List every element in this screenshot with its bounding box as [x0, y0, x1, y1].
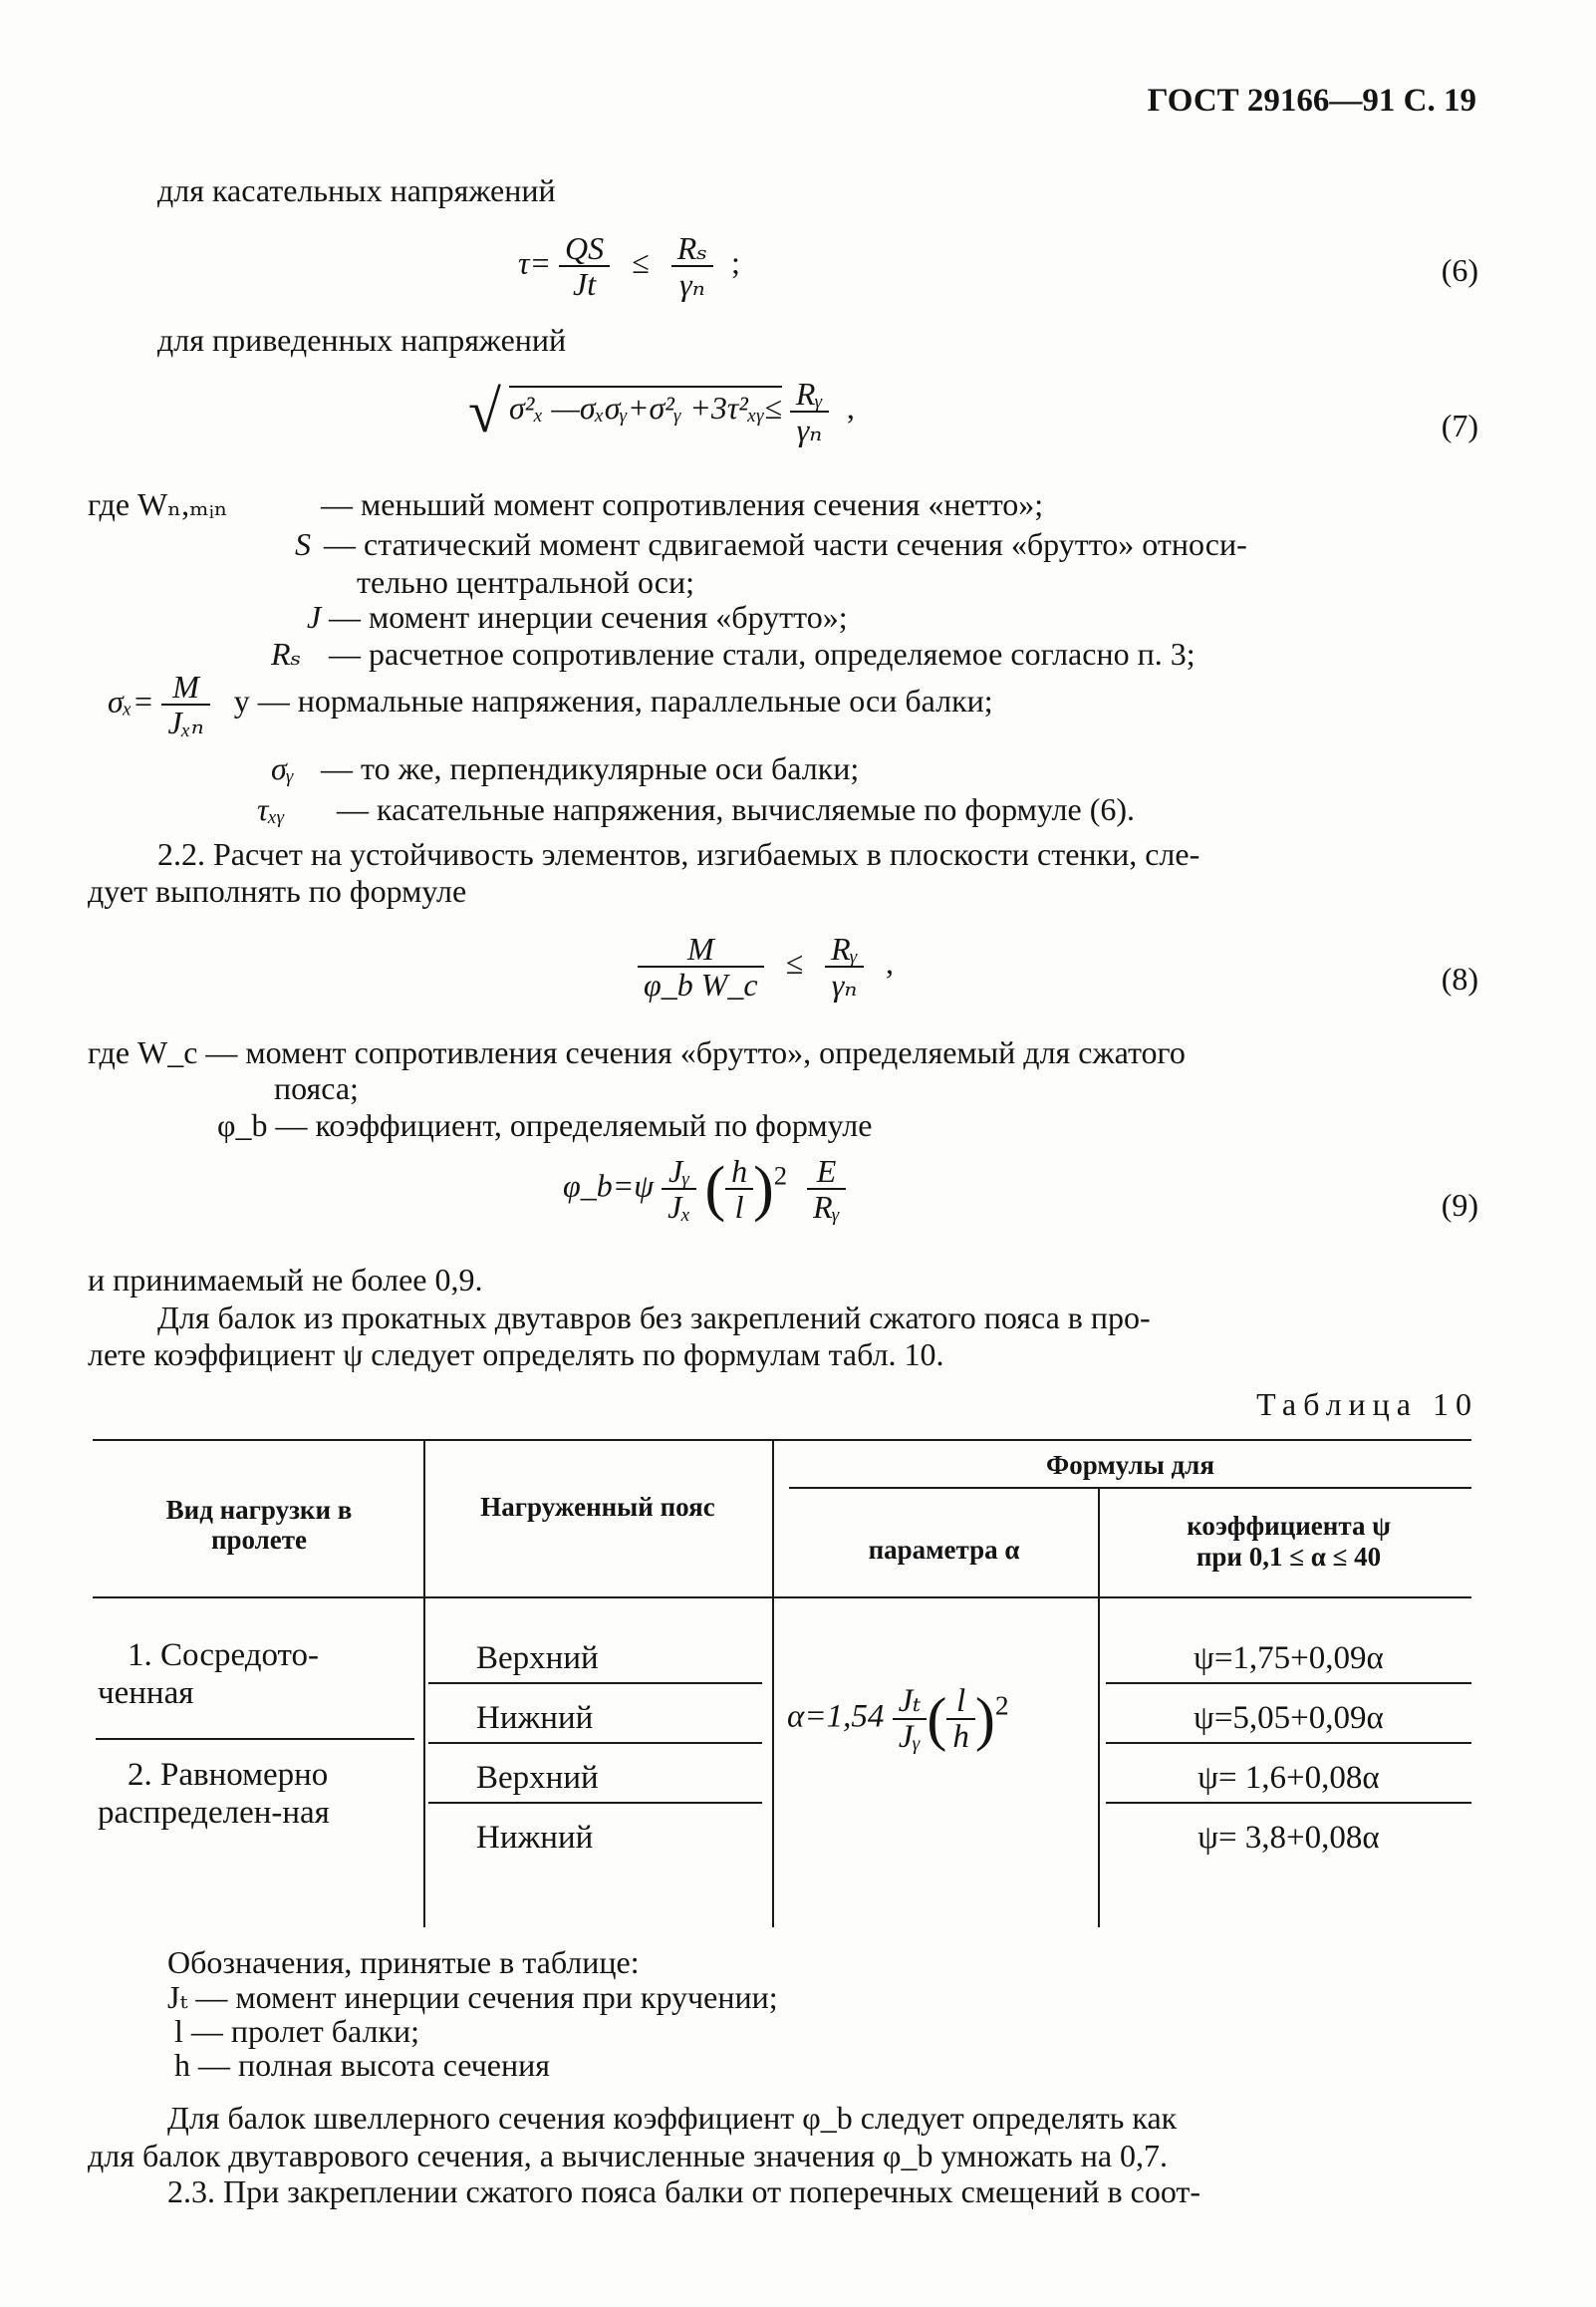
alpha-formula-power: 2	[994, 1689, 1009, 1721]
belt-rule-1	[428, 1682, 762, 1684]
formula-8	[638, 932, 894, 1002]
formula-7	[468, 377, 855, 446]
formula-9-number: (9)	[1441, 1187, 1478, 1223]
formula-8-relation: ≤	[785, 945, 804, 982]
def-rs-symbol: Rₛ	[271, 636, 302, 672]
formula-7-radicand: σ²ₓ —σₓσᵧ+σ²ᵧ +3τ²ₓᵧ≤	[509, 386, 782, 426]
formula-9-lhs: φ_b=ψ	[563, 1167, 655, 1204]
formula-6	[518, 231, 740, 301]
psi-rule-3	[1106, 1802, 1471, 1804]
def-wc-line2: пояса;	[274, 1070, 359, 1106]
def-s-symbol: S	[295, 526, 311, 562]
def-phib: φ_b — коэффициент, определяемый по формуле	[217, 1107, 873, 1143]
def-sigma-x-symbol: σₓ=	[108, 683, 154, 720]
alpha-formula: α=1,54 $\frac{\text{Jₜ}}{\text{Jᵧ}}$ ( $\frac{l}{h}$ )$^2$	[787, 1683, 1009, 1755]
col-formulas-for: Формулы для	[1046, 1450, 1214, 1480]
note-item-1: Jₜ — момент инерции сечения при кручении;	[167, 1979, 778, 2015]
formula-6-num1: QS	[559, 231, 610, 267]
radical-sign-icon: √	[468, 379, 501, 444]
formula-9-num3: E	[807, 1154, 846, 1190]
formula-9-den2: l	[734, 1189, 744, 1225]
formula-6-number: (6)	[1441, 252, 1478, 288]
table-vline-2	[772, 1441, 774, 1927]
footer-line1: Для балок швеллерного сечения коэффициент φ_b следует определять как	[167, 2100, 1178, 2136]
formula-6-relation: ≤	[632, 244, 650, 281]
alpha-formula-num1: Jₜ	[893, 1684, 928, 1720]
accepted-line: и принимаемый не более 0,9.	[88, 1262, 483, 1298]
belt-row-4: Нижний	[476, 1820, 594, 1856]
belt-rule-2	[428, 1742, 762, 1744]
load-type-1: 1. Сосредото-ченная	[98, 1637, 320, 1711]
def-j-text: — момент инерции сечения «брутто»;	[329, 599, 848, 635]
def-sigma-x-num: M	[161, 670, 209, 706]
formula-8-den2: γₙ	[831, 967, 858, 1003]
psi-rule-2	[1106, 1742, 1471, 1744]
formula-9-den1: Jₓ	[667, 1189, 691, 1225]
def-wc-line1: где W_c — момент сопротивления сечения «брутто», определяемый для сжатого	[88, 1034, 1186, 1070]
formula-7-num: Rᵧ	[790, 377, 829, 413]
table-vline-1	[423, 1441, 425, 1927]
alpha-formula-num2: l	[946, 1684, 975, 1720]
formula-8-number: (8)	[1441, 961, 1478, 997]
def-tau-text: — касательные напряжения, вычисляемые по формуле (6).	[337, 791, 1135, 827]
reduced-stress-label: для приведенных напряжений	[157, 322, 567, 358]
def-j-symbol: J	[307, 599, 322, 635]
formula-6-den2: γₙ	[679, 266, 705, 302]
def-sigma-x-text: y — нормальные напряжения, параллельные оси балки;	[233, 683, 993, 720]
psi-row-4: ψ= 3,8+0,08α	[1197, 1820, 1380, 1856]
def-sigma-y-symbol: σᵧ	[271, 750, 295, 786]
load-type-2: 2. Равномерно распределен-ная	[98, 1757, 330, 1831]
psi-row-2: ψ=5,05+0,09α	[1194, 1700, 1384, 1736]
belt-rule-3	[428, 1802, 762, 1804]
note-item-2: l — пролет балки;	[174, 2013, 420, 2049]
def-tau-symbol: τₓᵧ	[257, 791, 285, 827]
header-bottom-rule	[93, 1596, 1471, 1598]
formula-9-power: 2	[773, 1160, 788, 1191]
formula-8-den1: φ_b W_c	[644, 967, 758, 1003]
formula-8-tail: ,	[886, 945, 895, 982]
formula-7-tail: ,	[846, 390, 855, 427]
table-top-rule	[93, 1439, 1471, 1441]
alpha-formula-lhs: α=1,54	[787, 1698, 885, 1735]
rolled-line2: лете коэффициент ψ следует определять по формулам табл. 10.	[88, 1336, 944, 1372]
belt-row-2: Нижний	[476, 1700, 594, 1736]
formula-7-den: γₙ	[796, 412, 823, 447]
def-wn-text: — меньший момент сопротивления сечения «нетто»;	[321, 486, 1044, 522]
alpha-formula-den1: Jᵧ	[898, 1719, 922, 1755]
formula-8-num2: Rᵧ	[825, 932, 864, 968]
def-wn-symbol: где Wₙ,ₘᵢₙ	[88, 486, 228, 522]
formula-6-num2: Rₛ	[671, 231, 713, 267]
alpha-formula-den2: h	[952, 1719, 969, 1755]
def-sigma-x-den: Jₓₙ	[167, 705, 204, 740]
col-coef-psi-line1: коэффициента ψ	[1187, 1511, 1391, 1541]
col-parameter-alpha: параметра α	[868, 1535, 1020, 1565]
footer-line2: для балок двутаврового сечения, а вычисленные значения φ_b умножать на 0,7.	[88, 2138, 1169, 2173]
notes-title: Обозначения, принятые в таблице:	[167, 1944, 640, 1980]
page-header: ГОСТ 29166—91 С. 19	[1147, 83, 1476, 119]
psi-rule-1	[1106, 1682, 1471, 1684]
def-sigma-x	[108, 670, 993, 739]
col-coef-psi-line2: при 0,1 ≤ α ≤ 40	[1196, 1542, 1382, 1572]
formula-6-lhs: τ=	[518, 244, 552, 281]
formula-9-num2: h	[725, 1154, 753, 1190]
def-sigma-y-text: — то же, перпендикулярные оси балки;	[321, 750, 860, 786]
psi-row-1: ψ=1,75+0,09α	[1194, 1640, 1384, 1676]
col-load-type: Вид нагрузки в пролете	[165, 1495, 353, 1555]
def-s-text: — статический момент сдвигаемой части сечения «брутто» относи-	[324, 526, 1247, 562]
formulas-rule	[789, 1487, 1471, 1489]
formula-6-den1: Jt	[573, 266, 597, 302]
section-2-2-line2: дует выполнять по формуле	[88, 873, 467, 909]
table-vline-3	[1098, 1489, 1100, 1927]
load-divider	[96, 1738, 414, 1740]
col-loaded-belt: Нагруженный пояс	[480, 1492, 715, 1522]
formula-6-tail: ;	[731, 244, 740, 281]
formula-9: φ_b=ψ $\frac{\text{Jᵧ}}{\text{Jₓ}}$ ( $\frac{h}{l}$ )$^2$ $\frac{E}{\text{Rᵧ}}$	[563, 1154, 846, 1224]
formula-9-num1: Jᵧ	[662, 1154, 696, 1190]
rolled-line1: Для балок из прокатных двутавров без закреплений сжатого пояса в про-	[157, 1299, 1151, 1335]
formula-9-den3: Rᵧ	[813, 1189, 841, 1225]
belt-row-1: Верхний	[476, 1640, 599, 1676]
tangential-stress-label: для касательных напряжений	[157, 172, 556, 208]
formula-8-num1: M	[638, 932, 764, 968]
note-item-3: h — полная высота сечения	[174, 2047, 550, 2083]
psi-row-3: ψ= 1,6+0,08α	[1197, 1760, 1380, 1796]
def-s-text-cont: тельно центральной оси;	[357, 564, 695, 600]
footer-line3: 2.3. При закреплении сжатого пояса балки от поперечных смещений в соот-	[167, 2173, 1201, 2209]
section-2-2-line1: 2.2. Расчет на устойчивость элементов, изгибаемых в плоскости стенки, сле-	[157, 836, 1200, 872]
table-caption: Таблица 10	[1256, 1386, 1478, 1422]
def-rs-text: — расчетное сопротивление стали, определяемое согласно п. 3;	[329, 636, 1196, 672]
belt-row-3: Верхний	[476, 1760, 599, 1796]
formula-7-number: (7)	[1441, 408, 1478, 443]
